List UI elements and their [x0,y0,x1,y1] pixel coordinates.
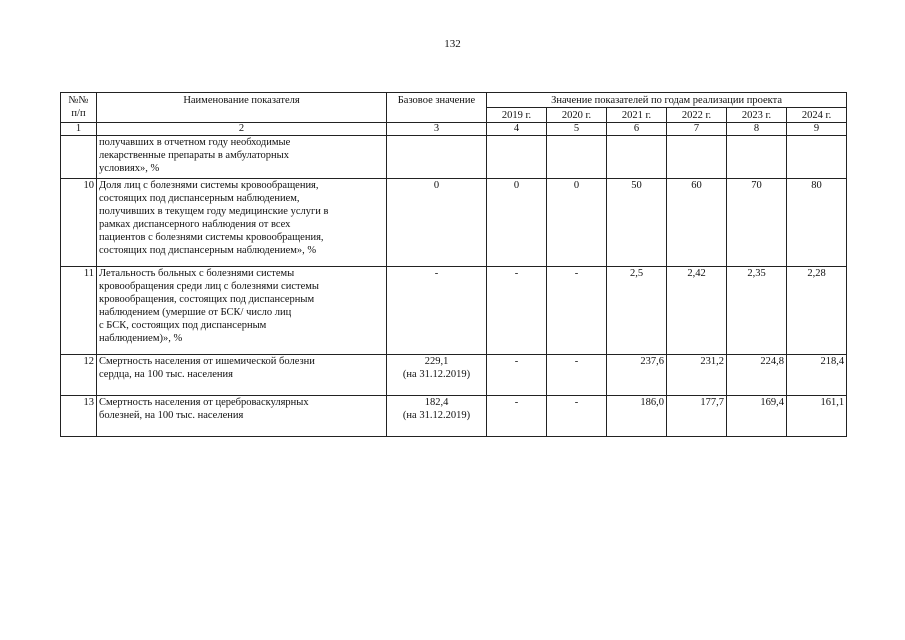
base-value [387,136,487,179]
value-2019: - [487,355,547,396]
page-number: 132 [444,38,461,50]
value-2024: 218,4 [787,355,847,396]
value-2022 [667,136,727,179]
header-num: №№ п/п [61,93,97,123]
value-2020: - [547,396,607,437]
base-value: - [387,267,487,355]
value-2023: 224,8 [727,355,787,396]
column-number: 7 [667,123,727,136]
value-2021 [607,136,667,179]
column-number: 5 [547,123,607,136]
row-number: 11 [61,267,97,355]
value-2019: 0 [487,179,547,267]
value-2023: 70 [727,179,787,267]
row-number [61,136,97,179]
value-2019: - [487,396,547,437]
value-2022: 177,7 [667,396,727,437]
value-2023 [727,136,787,179]
row-number: 12 [61,355,97,396]
column-number: 3 [387,123,487,136]
header-year-2024: 2024 г. [787,108,847,123]
value-2023: 169,4 [727,396,787,437]
header-base: Базовое значение [387,93,487,123]
header-year-2022: 2022 г. [667,108,727,123]
value-2021: 50 [607,179,667,267]
header-year-2021: 2021 г. [607,108,667,123]
column-number: 1 [61,123,97,136]
table-row [61,136,847,179]
indicator-name: Доля лиц с болезнями системы кровообращения, состоящих под диспансерным наблюдением, получивших в текущем году медицинские услуги в рамках диспансерного наблюдения от всех пациентов с болезнями системы кровообращения, состоящих под диспансерным наблюдением», % [97,179,387,267]
value-2019: - [487,267,547,355]
column-number: 2 [97,123,387,136]
value-2020 [547,136,607,179]
value-2022: 2,42 [667,267,727,355]
header-year-2023: 2023 г. [727,108,787,123]
column-number: 6 [607,123,667,136]
indicator-name: получавших в отчетном году необходимые лекарственные препараты в амбулаторных условиях», % [97,136,387,179]
indicator-name: Смертность населения от ишемической болезни сердца, на 100 тыс. населения [97,355,387,396]
value-2019 [487,136,547,179]
column-number: 9 [787,123,847,136]
value-2024: 80 [787,179,847,267]
row-number: 10 [61,179,97,267]
table-row [61,355,847,396]
value-2023: 2,35 [727,267,787,355]
table-row [61,396,847,437]
base-value: 182,4 (на 31.12.2019) [387,396,487,437]
table-row [61,179,847,267]
value-2024: 161,1 [787,396,847,437]
value-2020: - [547,355,607,396]
column-number: 4 [487,123,547,136]
header-name: Наименование показателя [97,93,387,123]
value-2024 [787,136,847,179]
header-year-2020: 2020 г. [547,108,607,123]
value-2022: 60 [667,179,727,267]
value-2022: 231,2 [667,355,727,396]
indicators-table [60,92,847,437]
indicator-name: Смертность населения от цереброваскулярных болезней, на 100 тыс. населения [97,396,387,437]
value-2021: 2,5 [607,267,667,355]
table-row [61,267,847,355]
base-value: 0 [387,179,487,267]
header-years-group: Значение показателей по годам реализации проекта [487,93,847,108]
value-2024: 2,28 [787,267,847,355]
column-numbers-row [61,123,847,136]
value-2021: 237,6 [607,355,667,396]
value-2021: 186,0 [607,396,667,437]
value-2020: 0 [547,179,607,267]
column-number: 8 [727,123,787,136]
header-year-2019: 2019 г. [487,108,547,123]
indicator-name: Летальность больных с болезнями системы кровообращения среди лиц с болезнями системы кровообращения, состоящих под диспансерным наблюдением (умершие от БСК/ число лиц с БСК, состоящих под диспансерным наблюдением)», % [97,267,387,355]
base-value: 229,1 (на 31.12.2019) [387,355,487,396]
row-number: 13 [61,396,97,437]
value-2020: - [547,267,607,355]
